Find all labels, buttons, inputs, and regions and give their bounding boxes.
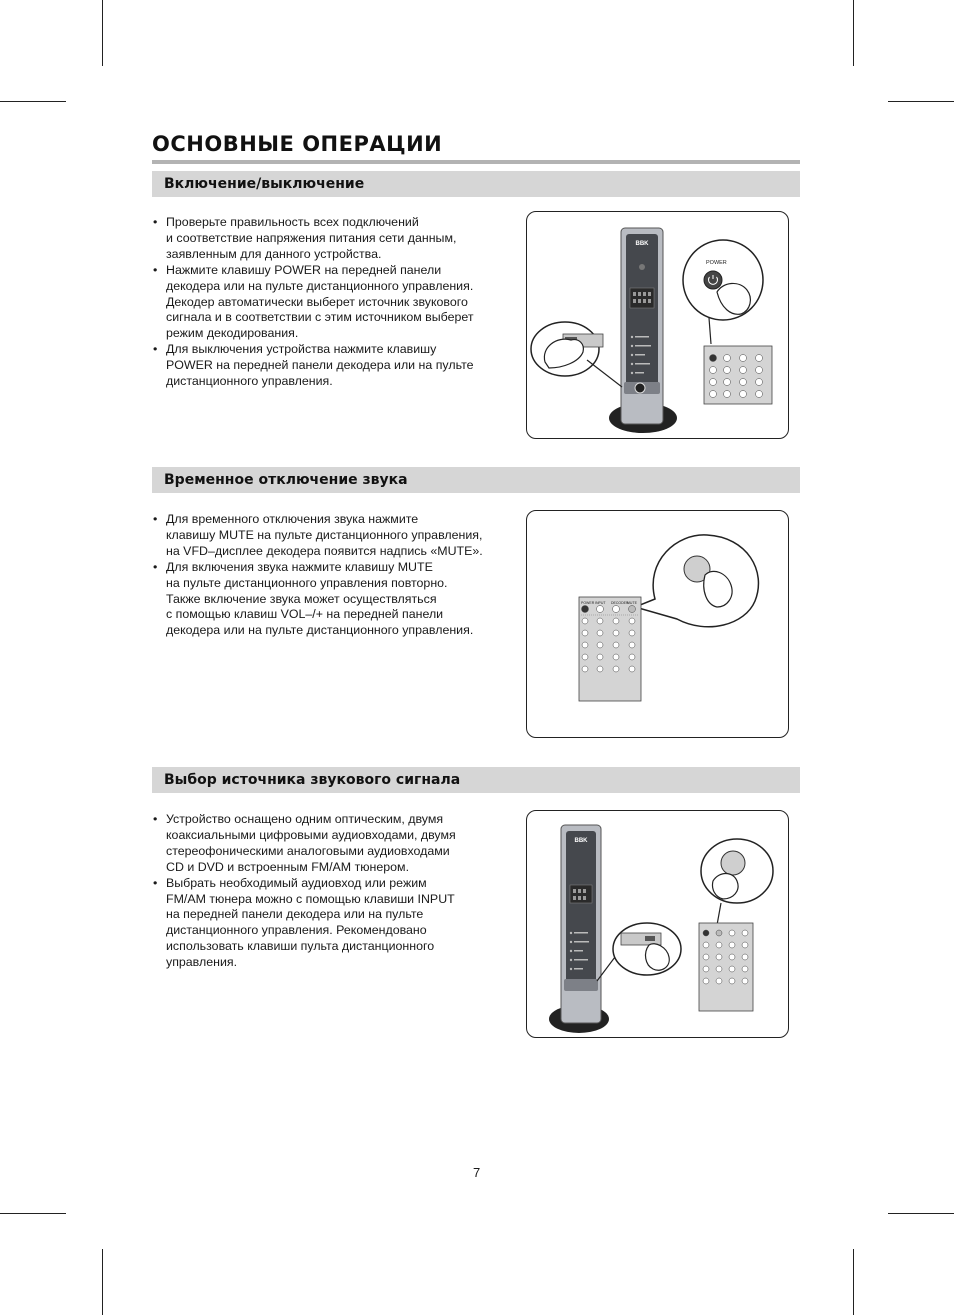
page-number: 7 — [473, 1165, 481, 1180]
illustration-power — [526, 211, 789, 439]
section-heading-text: Временное отключение звука — [164, 472, 408, 488]
crop-mark — [102, 1249, 103, 1315]
crop-mark — [888, 1213, 954, 1214]
page-title: ОСНОВНЫЕ ОПЕРАЦИИ — [152, 132, 443, 156]
section-heading-mute — [152, 467, 800, 493]
remote-label-mute: MUTE — [627, 601, 637, 605]
brand-logo-text: BBK — [574, 838, 588, 844]
crop-mark — [0, 1213, 66, 1214]
section-heading-input — [152, 767, 800, 793]
crop-mark — [853, 1249, 854, 1315]
remote-label-input: INPUT — [595, 601, 606, 605]
bullet-list-mute — [152, 512, 512, 639]
mute-illustration-drawing — [527, 511, 788, 737]
list-item: • Нажмите клавишу POWER на передней панели декодера или на пульте дистанционного управления. Декодер автоматически выберет источник звукового сигнала и в соответствии с этим источником выберет режим декодирования. — [152, 263, 512, 343]
section-heading-power — [152, 171, 800, 197]
list-item: • Для временного отключения звука нажмите клавишу MUTE на пульте дистанционного управления, на VFD–дисплее декодера появится надпись «MUTE». — [152, 512, 512, 560]
list-item: • Для включения звука нажмите клавишу MUTE на пульте дистанционного управления повторно. Также включение звука может осуществляться с помощью клавиш VOL–/+ на передней панели декодера или на пульте дистанционного управления. — [152, 560, 512, 640]
crop-mark — [0, 101, 66, 102]
power-label: POWER — [706, 260, 727, 266]
remote-label-power: POWER — [581, 601, 595, 605]
list-item: • Выбрать необходимый аудиовход или режим FM/AM тюнера можно с помощью клавиши INPUT на передней панели декодера или на пульте дистанционного управления. Рекомендовано использовать клавиши пульта дистанционного управления. — [152, 876, 512, 971]
illustration-input — [526, 810, 789, 1038]
section-heading-text: Выбор источника звукового сигнала — [164, 772, 461, 788]
remote-label-decoder: DECODER — [611, 601, 629, 605]
bullet-list-input — [152, 812, 512, 971]
list-item: • Для выключения устройства нажмите клавишу POWER на передней панели декодера или на пульте дистанционного управления. — [152, 342, 512, 390]
crop-mark — [102, 0, 103, 66]
section-heading-text: Включение/выключение — [164, 176, 365, 192]
input-illustration-drawing — [527, 811, 788, 1037]
crop-mark — [888, 101, 954, 102]
power-illustration-drawing — [527, 212, 788, 438]
crop-mark — [853, 0, 854, 66]
bullet-list-power — [152, 215, 512, 390]
illustration-mute — [526, 510, 789, 738]
title-divider — [152, 160, 800, 164]
list-item: • Проверьте правильность всех подключений и соответствие напряжения питания сети данным, заявленным для данного устройства. — [152, 215, 512, 263]
list-item: • Устройство оснащено одним оптическим, двумя коаксиальными цифровыми аудиовходами, двумя стереофоническими аналоговыми аудиовходами CD и DVD и встроенным FM/AM тюнером. — [152, 812, 512, 876]
brand-logo-text: BBK — [635, 241, 649, 247]
